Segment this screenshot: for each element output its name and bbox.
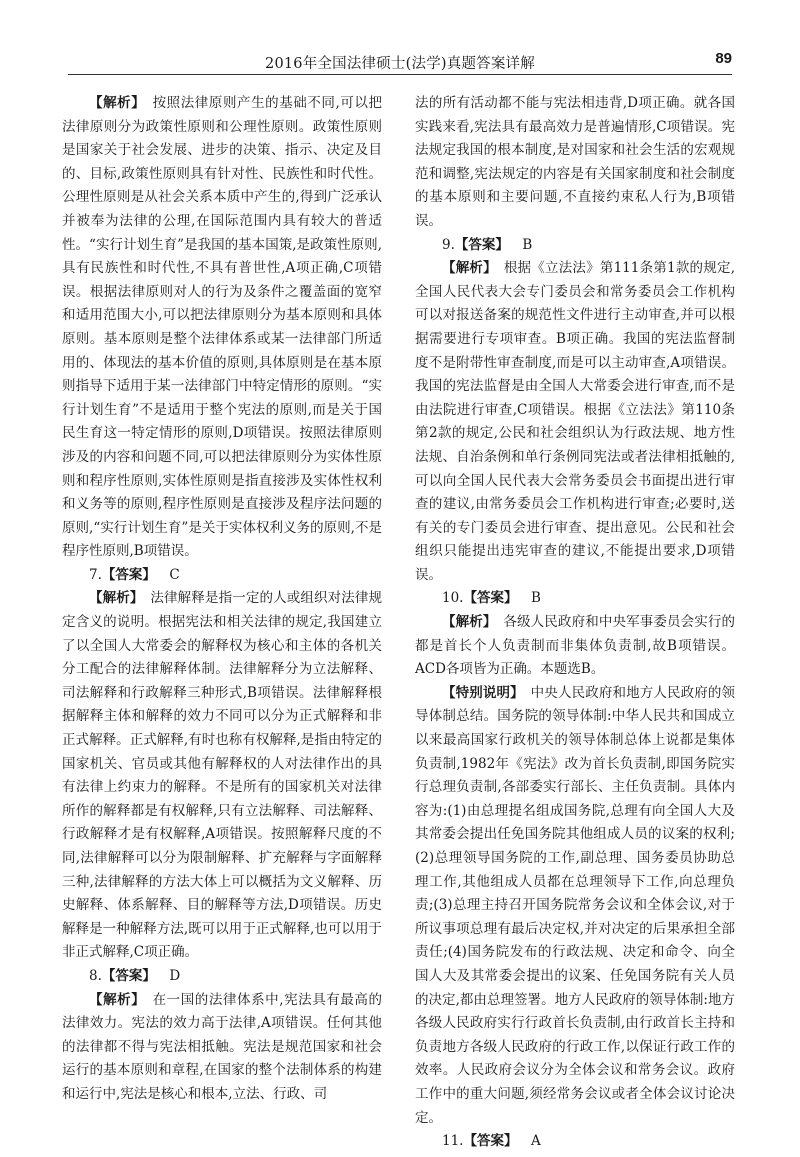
- answer-line: [415, 1130, 735, 1154]
- left-column: [62, 92, 382, 1132]
- question-number: 7.: [89, 566, 102, 583]
- continued-paragraph: [415, 92, 735, 234]
- answer-line: [415, 234, 735, 258]
- analysis-paragraph: [415, 257, 735, 587]
- analysis-paragraph: [415, 611, 735, 682]
- page-number: 89: [715, 50, 732, 67]
- paragraph-text: 法的所有活动都不能与宪法相违背,D项正确。就各国实践来看,宪法具有最高效力是普遍情形,C项错误。宪法规定我国的根本制度,是对国家和社会生活的宏观规范和调整,宪法规定的内容是有关国家制度和社会制度的基本原则和主要问题,不直接约束私人行为,B项错误。: [415, 95, 735, 229]
- analysis-label: 【解析】: [89, 95, 146, 111]
- answer-label: 【答案】: [101, 967, 156, 984]
- analysis-label: 【解析】: [89, 590, 144, 607]
- analysis-text: 根据《立法法》第111条第1款的规定,全国人民代表大会专门委员会和常务委员会工作机构可以对报送备案的规范性文件进行主动审查,并可以根据需要进行专项审查。B项正确。我国的宪法监督制度不是附带性审查制度,而是可以主动审查,A项错误。我国的宪法监督是由全国人大常委会进行审查,而不是由法院进行审查,C项错误。根据《立法法》第110条第2款的规定,公民和社会组织认为行政法规、地方性法规、自治条例和单行条例同宪法或者法律相抵触的,可以向全国人民代表大会常务委员会书面提出进行审查的建议,由常务委员会工作机构进行审查;必要时,送有关的专门委员会进行审查、提出意见。公民和社会组织只能提出违宪审查的建议,不能提出要求,D项错误。: [415, 260, 735, 583]
- analysis-paragraph: [62, 587, 382, 965]
- question-number: 11.: [442, 1133, 464, 1150]
- question-number: 10.: [442, 590, 464, 607]
- answer-label: 【答案】: [101, 566, 156, 583]
- question-number: 8.: [89, 967, 102, 984]
- answer-value: B: [517, 590, 541, 607]
- analysis-text: 按照法律原则产生的基础不同,可以把法律原则分为政策性原则和公理性原则。政策性原则是国家关于社会发展、进步的决策、指示、决定及目的、目标,政策性原则具有针对性、民族性和时代性。公理性原则是从社会关系本质中产生的,得到广泛承认并被奉为法律的公理,在国际范围内具有较大的普适性。“实行计划生育”是我国的基本国策,是政策性原则,具有民族性和时代性,不具有普世性,A项正确,C项错误。根据法律原则对人的行为及条件之覆盖面的宽窄和适用范围大小,可以把法律原则分为基本原则和具体原则。基本原则是整个法律体系或某一法律部门所适用的、体现法的基本价值的原则,具体原则是在基本原则指导下适用于某一法律部门中特定情形的原则。“实行计划生育”不是适用于整个宪法的原则,而是关于国民生育这一特定情形的原则,D项错误。按照法律原则涉及的内容和问题不同,可以把法律原则分为实体性原则和程序性原则,实体性原则是指直接涉及实体性权利和义务等的原则,程序性原则是直接涉及程序法问题的原则,“实行计划生育”是关于实体权利义务的原则,不是程序性原则,B项错误。: [62, 95, 382, 560]
- header-rule: [68, 74, 732, 75]
- analysis-text: 在一国的法律体系中,宪法具有最高的法律效力。宪法的效力高于法律,A项错误。任何其他的法律都不得与宪法相抵触。宪法是规范国家和社会运行的基本原则和章程,在国家的整个法制体系的构建和运行中,宪法是核心和根本,立法、行政、司: [62, 991, 382, 1102]
- analysis-label: 【特别说明】: [442, 684, 524, 701]
- answer-line: [62, 564, 382, 588]
- answer-value: C: [155, 566, 180, 583]
- analysis-label: 【解析】: [442, 614, 497, 631]
- analysis-paragraph: [415, 682, 735, 1130]
- answer-value: A: [517, 1133, 541, 1150]
- header-title: 2016年全国法律硕士(法学)真题答案详解: [265, 56, 535, 72]
- answer-label: 【答案】: [463, 590, 518, 607]
- answer-label: 【答案】: [463, 1133, 518, 1150]
- analysis-paragraph: [62, 92, 382, 564]
- analysis-paragraph: [62, 989, 382, 1107]
- analysis-text: 各级人民政府和中央军事委员会实行的都是首长个人负责制而非集体负责制,故B项错误。ACD各项皆为正确。本题选B。: [415, 614, 736, 678]
- analysis-label: 【解析】: [89, 991, 146, 1008]
- answer-line: [62, 965, 382, 989]
- answer-value: B: [508, 236, 533, 253]
- answer-label: 【答案】: [454, 236, 509, 253]
- right-column: [415, 92, 736, 1150]
- running-header: [68, 48, 732, 78]
- analysis-text: 中央人民政府和地方人民政府的领导体制总结。国务院的领导体制:中华人民共和国成立以来最高国家行政机关的领导体制总体上说都是集体负责制,1982年《宪法》改为首长负责制,即国务院实行总理负责制,各部委实行部长、主任负责制。具体内容为:(1)由总理提名组成国务院,总理有向全国人大及其常委会提出任免国务院其他组成人员的议案的权利;(2)总理领导国务院的工作,副总理、国务委员协助总理工作,其他组成人员都在总理领导下工作,向总理负责;(3)总理主持召开国务院常务会议和全体会议,对于所议事项总理有最后决定权,并对决定的后果承担全部责任;(4)国务院发布的行政法规、决定和命令、向全国人大及其常委会提出的议案、任免国务院有关人员的决定,都由总理签署。地方人民政府的领导体制:地方各级人民政府实行行政首长负责制,由行政首长主持和负责地方各级人民政府的行政工作,以保证行政工作的效率。人民政府会议分为全体会议和常务会议。政府工作中的重大问题,须经常务会议或者全体会议讨论决定。: [415, 684, 736, 1126]
- analysis-text: 法律解释是指一定的人或组织对法律规定含义的说明。根据宪法和相关法律的规定,我国建立了以全国人大常委会的解释权为核心和主体的各机关分工配合的法律解释体制。法律解释分为立法解释、司法解释和行政解释三种形式,B项错误。法律解释根据解释主体和解释的效力不同可以分为正式解释和非正式解释。正式解释,有时也称有权解释,是指由特定的国家机关、官员或其他有解释权的人对法律作出的具有法律上约束力的解释。不是所有的国家机关对法律所作的解释都是有权解释,只有立法解释、司法解释、行政解释才是有权解释,A项错误。按照解释尺度的不同,法律解释可以分为限制解释、扩充解释与字面解释三种,法律解释的方法大体上可以概括为文义解释、历史解释、体系解释、目的解释等方法,D项错误。历史解释是一种解释方法,既可以用于正式解释,也可以用于非正式解释,C项正确。: [62, 590, 383, 961]
- answer-value: D: [155, 967, 181, 984]
- analysis-label: 【解析】: [442, 260, 497, 277]
- question-number: 9.: [442, 236, 455, 253]
- answer-line: [415, 587, 735, 611]
